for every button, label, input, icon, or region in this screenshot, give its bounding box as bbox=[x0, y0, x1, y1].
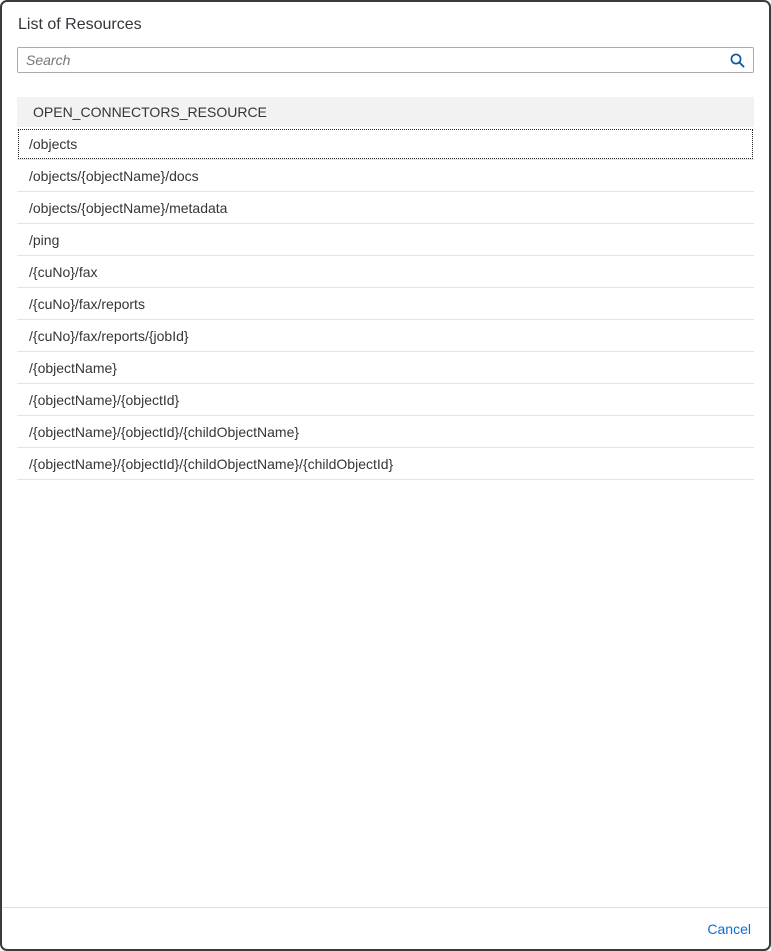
table-row[interactable] bbox=[17, 352, 754, 384]
cancel-button[interactable]: Cancel bbox=[705, 917, 753, 941]
dialog-title: List of Resources bbox=[18, 16, 142, 33]
dialog-title-bar bbox=[2, 2, 769, 42]
search-input[interactable] bbox=[18, 48, 721, 72]
resource-path-label: /objects/{objectName}/metadata bbox=[29, 199, 228, 216]
dialog-empty-area bbox=[2, 480, 769, 907]
resource-path-label: /{objectName}/{objectId}/{childObjectName} bbox=[29, 423, 300, 440]
search-field[interactable] bbox=[17, 47, 754, 73]
search-button[interactable] bbox=[721, 48, 753, 72]
table-row[interactable] bbox=[17, 288, 754, 320]
resource-path-label: /{cuNo}/fax/reports bbox=[29, 295, 145, 312]
table-row[interactable] bbox=[17, 448, 754, 480]
table-row[interactable] bbox=[17, 416, 754, 448]
resource-table-header-label: OPEN_CONNECTORS_RESOURCE bbox=[33, 104, 267, 120]
resource-table-body bbox=[17, 128, 754, 480]
resource-path-label: /{objectName}/{objectId}/{childObjectName}/{childObjectId} bbox=[29, 455, 394, 472]
search-icon bbox=[729, 52, 746, 69]
resource-path-label: /{objectName} bbox=[29, 359, 117, 376]
resource-path-label: /{objectName}/{objectId} bbox=[29, 391, 180, 408]
table-row[interactable] bbox=[17, 320, 754, 352]
table-row[interactable] bbox=[17, 224, 754, 256]
dialog-footer bbox=[2, 907, 769, 949]
resource-table-header bbox=[17, 97, 754, 128]
resource-path-label: /objects/{objectName}/docs bbox=[29, 167, 199, 184]
resource-path-label: /ping bbox=[29, 231, 60, 248]
table-row[interactable] bbox=[17, 384, 754, 416]
resource-path-label: /objects bbox=[29, 135, 78, 152]
resource-table bbox=[17, 97, 754, 480]
table-row[interactable] bbox=[17, 160, 754, 192]
resource-path-label: /{cuNo}/fax bbox=[29, 263, 98, 280]
table-row[interactable] bbox=[17, 256, 754, 288]
table-row[interactable] bbox=[17, 192, 754, 224]
resource-path-label: /{cuNo}/fax/reports/{jobId} bbox=[29, 327, 189, 344]
table-row[interactable] bbox=[17, 128, 754, 160]
